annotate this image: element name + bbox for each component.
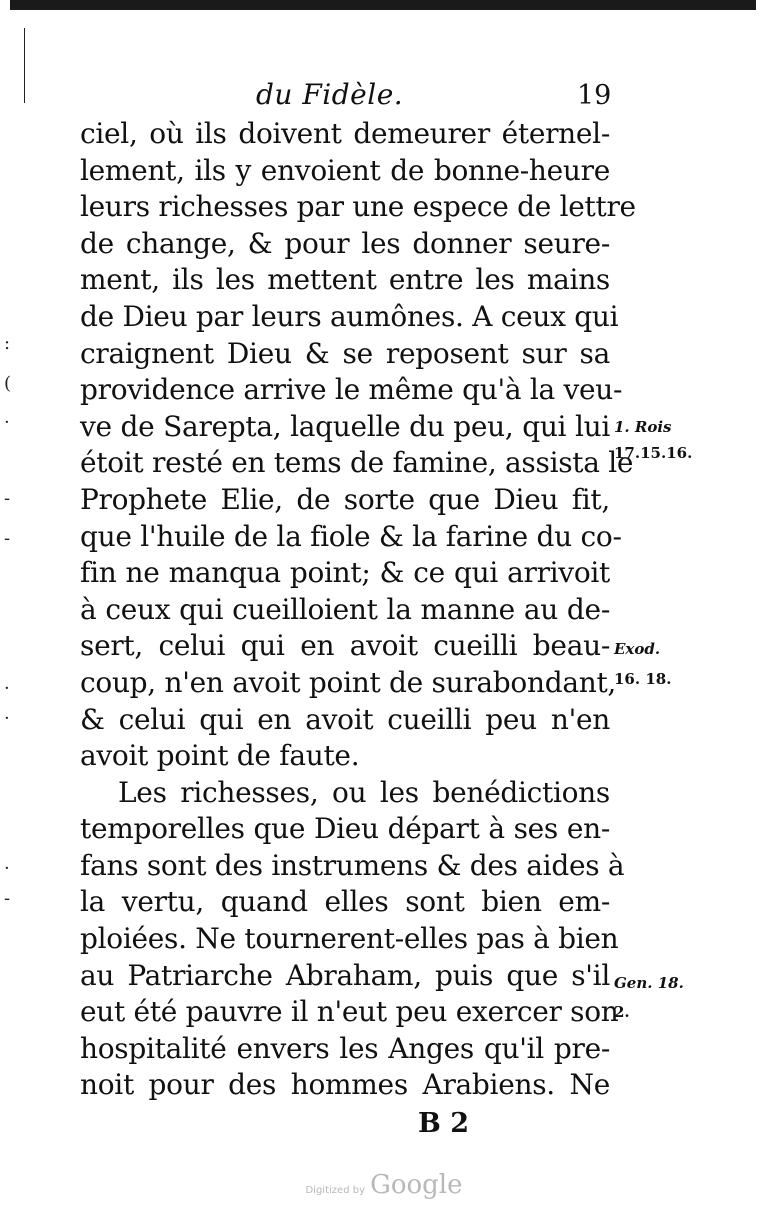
bleed-mark: - — [4, 528, 11, 549]
margin-note-kings-ref: 17.15.16. — [614, 444, 693, 462]
text-line: eut été pauvre il n'eut peu exercer son — [80, 995, 619, 1029]
margin-note-genesis-book: Gen. 18. — [614, 974, 684, 992]
signature-mark: B 2 — [418, 1108, 470, 1139]
bleed-mark: - — [4, 488, 11, 509]
text-line: & celui qui en avoit cueilli peu n'en — [80, 702, 610, 736]
bleed-mark: · — [4, 678, 10, 699]
text-line: ve de Sarepta, laquelle du peu, qui lui — [80, 409, 610, 443]
bleed-mark: : — [4, 333, 11, 354]
text-line: ciel, où ils doivent demeurer éternel- — [80, 117, 610, 150]
text-line: à ceux qui cueilloient la manne au de- — [80, 592, 610, 626]
bleed-mark: ( — [4, 373, 12, 394]
digitizer-watermark — [0, 1170, 768, 1200]
text-line: craignent Dieu & se reposent sur sa — [80, 336, 610, 370]
text-line: au Patriarche Abraham, puis que s'il — [80, 958, 610, 992]
text-line: étoit resté en tems de famine, assista le — [80, 446, 634, 480]
bleed-mark: · — [4, 412, 10, 433]
running-title: du Fidèle. — [256, 78, 404, 111]
bleed-mark: - — [4, 888, 11, 909]
text-line: noit pour des hommes Arabiens. Ne — [80, 1068, 610, 1102]
page-header — [0, 72, 768, 112]
bleed-mark: · — [4, 858, 10, 879]
text-line: fin ne manqua point; & ce qui arrivoit — [80, 556, 610, 590]
watermark-prefix: Digitized by — [305, 1185, 365, 1196]
text-line: providence arrive le même qu'à la veu- — [80, 373, 623, 407]
text-line: fans sont des instrumens & des aides à — [80, 848, 625, 882]
text-line: ploiées. Ne tournerent-elles pas à bien — [80, 922, 619, 956]
text-line: temporelles que Dieu départ à ses en- — [80, 812, 610, 846]
margin-note-kings-book: 1. Rois — [614, 418, 672, 436]
text-line: sert, celui qui en avoit cueilli beau- — [80, 629, 610, 663]
text-line: Les richesses, ou les benédictions — [118, 775, 610, 809]
text-line: ment, ils les mettent entre les mains — [80, 263, 610, 297]
text-line: de Dieu par leurs aumônes. A ceux qui — [80, 299, 619, 333]
margin-note-genesis-ref: 2. — [614, 1003, 630, 1021]
text-line: Prophete Elie, de sorte que Dieu fit, — [80, 482, 610, 516]
bleed-mark: · — [4, 708, 10, 729]
text-line: hospitalité envers les Anges qu'il pre- — [80, 1031, 610, 1065]
text-line: que l'huile de la fiole & la farine du co- — [80, 519, 622, 553]
text-line: avoit point de faute. — [80, 739, 360, 773]
margin-note-exodus-book: Exod. — [614, 640, 661, 658]
text-line: lement, ils y envoient de bonne-heure — [80, 153, 610, 187]
page-number: 19 — [577, 80, 612, 111]
text-line: leurs richesses par une espece de lettre — [80, 190, 636, 224]
margin-note-exodus-ref: 16. 18. — [614, 670, 672, 688]
watermark-brand: Google — [370, 1170, 463, 1200]
body-text — [80, 116, 636, 1104]
page-top-edge — [10, 0, 756, 10]
text-line: coup, n'en avoit point de surabondant, — [80, 665, 617, 699]
text-line: la vertu, quand elles sont bien em- — [80, 885, 610, 919]
text-line: de change, & pour les donner seure- — [80, 226, 610, 260]
